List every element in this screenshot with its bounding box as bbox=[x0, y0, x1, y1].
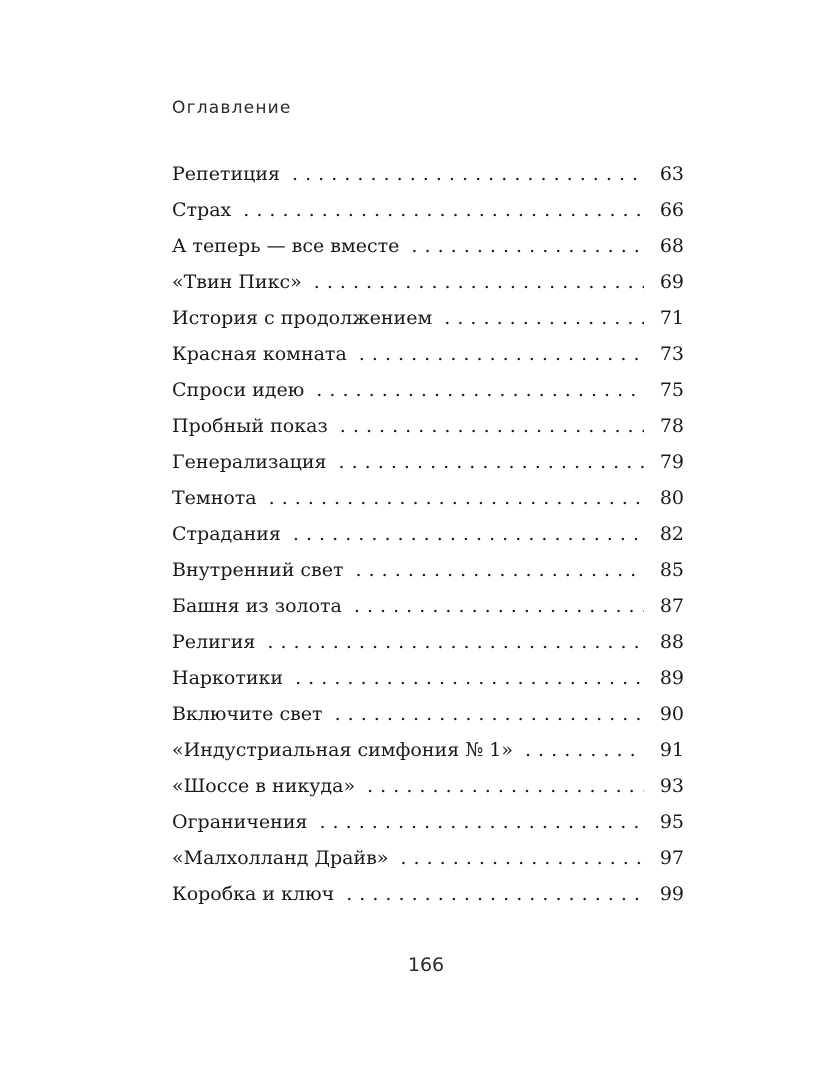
dot-leader bbox=[411, 235, 644, 257]
toc-entry-page: 63 bbox=[659, 163, 684, 185]
dot-leader bbox=[295, 667, 644, 689]
toc-entry-page: 75 bbox=[659, 379, 684, 401]
dot-leader bbox=[319, 811, 644, 833]
toc-entry-page: 69 bbox=[659, 271, 684, 293]
toc-entry-title: Ограничения bbox=[172, 811, 308, 833]
toc-entry-title: Красная комната bbox=[172, 343, 347, 365]
toc-heading: Оглавление bbox=[172, 98, 292, 118]
dot-leader bbox=[367, 775, 644, 797]
dot-leader bbox=[314, 271, 644, 293]
dot-leader bbox=[267, 631, 644, 653]
toc-entry-title: История с продолжением bbox=[172, 307, 433, 329]
dot-leader bbox=[400, 847, 644, 869]
toc-entry[interactable] bbox=[172, 667, 684, 703]
toc-entry-page: 73 bbox=[659, 343, 684, 365]
toc-entry-title: «Индустриальная симфония № 1» bbox=[172, 739, 513, 761]
toc-entry-page: 68 bbox=[659, 235, 684, 257]
toc-entry[interactable] bbox=[172, 775, 684, 811]
toc-entry-page: 88 bbox=[659, 631, 684, 653]
toc-entry[interactable] bbox=[172, 235, 684, 271]
dot-leader bbox=[316, 379, 644, 401]
toc-entry-title: Страдания bbox=[172, 523, 281, 545]
toc-entry-title: Внутренний свет bbox=[172, 559, 344, 581]
dot-leader bbox=[525, 739, 644, 761]
dot-leader bbox=[339, 451, 644, 473]
toc-entry-page: 71 bbox=[659, 307, 684, 329]
toc-entry-title: Башня из золота bbox=[172, 595, 342, 617]
page-number: 166 bbox=[407, 954, 445, 976]
toc-entry-page: 87 bbox=[659, 595, 684, 617]
toc-entry[interactable] bbox=[172, 307, 684, 343]
toc-entry-title: Включите свет bbox=[172, 703, 323, 725]
toc-entry-title: «Шоссе в никуда» bbox=[172, 775, 356, 797]
toc-entry-page: 93 bbox=[659, 775, 684, 797]
toc-entry-page: 99 bbox=[659, 883, 684, 905]
table-of-contents bbox=[172, 163, 684, 919]
toc-entry-title: Коробка и ключ bbox=[172, 883, 335, 905]
toc-entry-title: Генерализация bbox=[172, 451, 327, 473]
toc-entry[interactable] bbox=[172, 163, 684, 199]
toc-entry-page: 85 bbox=[659, 559, 684, 581]
dot-leader bbox=[444, 307, 644, 329]
toc-entry-page: 90 bbox=[659, 703, 684, 725]
toc-entry[interactable] bbox=[172, 703, 684, 739]
toc-entry[interactable] bbox=[172, 451, 684, 487]
toc-entry[interactable] bbox=[172, 847, 684, 883]
toc-entry[interactable] bbox=[172, 343, 684, 379]
dot-leader bbox=[269, 487, 644, 509]
dot-leader bbox=[356, 559, 644, 581]
toc-entry-title: А теперь — все вместе bbox=[172, 235, 400, 257]
toc-entry-page: 79 bbox=[659, 451, 684, 473]
toc-entry[interactable] bbox=[172, 523, 684, 559]
toc-entry[interactable] bbox=[172, 415, 684, 451]
toc-entry[interactable] bbox=[172, 559, 684, 595]
toc-entry-page: 97 bbox=[659, 847, 684, 869]
toc-entry-title: Религия bbox=[172, 631, 256, 653]
toc-entry-page: 89 bbox=[659, 667, 684, 689]
toc-entry-page: 66 bbox=[659, 199, 684, 221]
toc-entry-title: Темнота bbox=[172, 487, 257, 509]
toc-entry-page: 95 bbox=[659, 811, 684, 833]
toc-entry[interactable] bbox=[172, 883, 684, 919]
toc-entry[interactable] bbox=[172, 631, 684, 667]
dot-leader bbox=[292, 163, 644, 185]
dot-leader bbox=[359, 343, 644, 365]
dot-leader bbox=[293, 523, 644, 545]
dot-leader bbox=[354, 595, 644, 617]
toc-entry-title: «Твин Пикс» bbox=[172, 271, 302, 293]
toc-entry-title: «Малхолланд Драйв» bbox=[172, 847, 389, 869]
dot-leader bbox=[346, 883, 644, 905]
toc-entry-title: Страх bbox=[172, 199, 232, 221]
toc-entry[interactable] bbox=[172, 271, 684, 307]
toc-entry[interactable] bbox=[172, 811, 684, 847]
toc-entry[interactable] bbox=[172, 739, 684, 775]
toc-entry[interactable] bbox=[172, 199, 684, 235]
toc-entry-page: 78 bbox=[659, 415, 684, 437]
dot-leader bbox=[243, 199, 644, 221]
toc-entry-title: Наркотики bbox=[172, 667, 284, 689]
toc-entry[interactable] bbox=[172, 595, 684, 631]
toc-entry-page: 91 bbox=[659, 739, 684, 761]
toc-entry-title: Репетиция bbox=[172, 163, 280, 185]
toc-entry-page: 80 bbox=[659, 487, 684, 509]
toc-entry[interactable] bbox=[172, 379, 684, 415]
toc-entry-title: Спроси идею bbox=[172, 379, 305, 401]
dot-leader bbox=[340, 415, 644, 437]
toc-entry-title: Пробный показ bbox=[172, 415, 328, 437]
toc-entry[interactable] bbox=[172, 487, 684, 523]
dot-leader bbox=[335, 703, 644, 725]
toc-entry-page: 82 bbox=[659, 523, 684, 545]
